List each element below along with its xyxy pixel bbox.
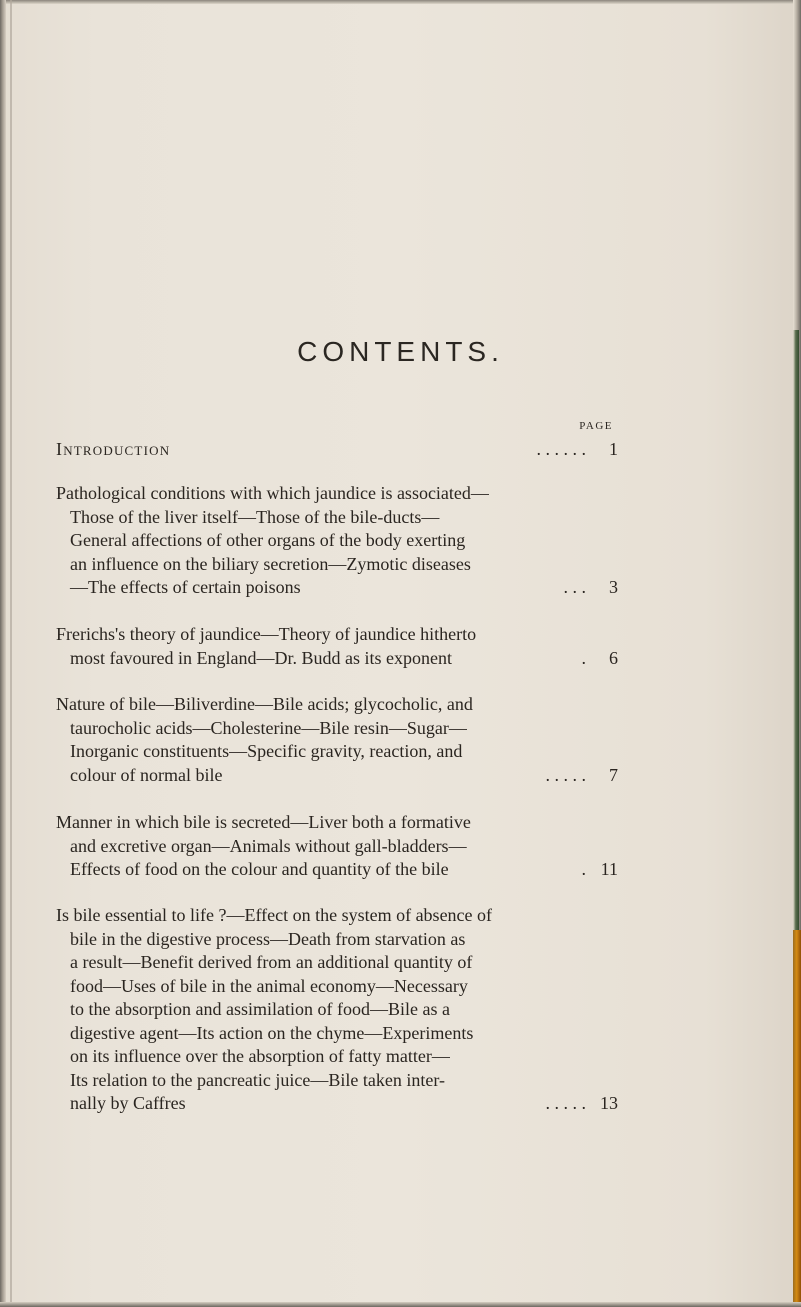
toc-entry-text: —The effects of certain poisons <box>70 577 301 597</box>
toc-page-number: 6 <box>609 647 618 668</box>
toc-entry-text: Introduction <box>56 439 171 459</box>
toc-page-number: 3 <box>609 577 618 597</box>
toc-entry-line: Manner in which bile is secreted—Liver both a formative <box>56 812 471 832</box>
toc-entry-line: on its influence over the absorption of fatty matter— <box>70 1046 450 1066</box>
toc-entry-frerichs-theory <box>56 623 618 670</box>
toc-leader-dots: . . . . . . <box>536 439 586 459</box>
toc-entry-manner-of-secretion <box>56 811 618 882</box>
toc-entry-line: Those of the liver itself—Those of the bile-ducts— <box>70 506 440 527</box>
page-top-edge <box>0 0 801 4</box>
toc-entry-line <box>56 1092 618 1116</box>
page-title: CONTENTS. <box>297 336 504 367</box>
toc-leader-dots: . . . . . <box>545 764 586 785</box>
toc-entry-bile-essential <box>56 904 618 1116</box>
toc-entry-introduction <box>56 438 618 462</box>
page-left-rule <box>10 0 12 1307</box>
book-spine-orange <box>793 930 801 1307</box>
toc-entry-line <box>56 647 618 671</box>
toc-entry-line: digestive agent—Its action on the chyme—Experiments <box>70 1022 474 1043</box>
toc-entry-text: colour of normal bile <box>70 764 223 785</box>
toc-entry-text: most favoured in England—Dr. Budd as its exponent <box>70 647 452 668</box>
toc-entry-line: a result—Benefit derived from an additional quantity of <box>70 952 473 972</box>
page-left-shadow <box>0 0 6 1307</box>
toc-entry-line: General affections of other organs of the body exerting <box>70 530 466 550</box>
toc-entry-line <box>56 438 618 462</box>
toc-entry-nature-of-bile <box>56 693 618 787</box>
toc-entry-text: Effects of food on the colour and quantity of the bile <box>70 859 449 879</box>
toc-entry-line: to the absorption and assimilation of food—Bile as a <box>70 999 450 1019</box>
toc-leader-dots: . . . . . <box>545 1093 586 1113</box>
toc-entry-line: and excretive organ—Animals without gall-bladders— <box>70 835 467 856</box>
toc-entry-line: taurocholic acids—Cholesterine—Bile resin—Sugar— <box>70 717 467 738</box>
page-column-header: PAGE <box>579 420 613 432</box>
toc-leader-dots: . . . <box>563 577 586 597</box>
toc-page-number: 11 <box>600 859 618 879</box>
toc-entry-line: Inorganic constituents—Specific gravity, reaction, and <box>70 741 463 761</box>
toc-leader-dots: . <box>581 647 586 668</box>
toc-entry-line: Frerichs's theory of jaundice—Theory of jaundice hitherto <box>56 624 477 644</box>
toc-entry-line: Its relation to the pancreatic juice—Bile taken inter- <box>70 1069 445 1090</box>
toc-page-number: 13 <box>600 1093 618 1113</box>
toc-leader-dots: . <box>581 859 586 879</box>
toc-entry-line <box>56 858 618 882</box>
toc-entry-line <box>56 576 618 600</box>
toc-entry-line: bile in the digestive process—Death from starvation as <box>70 928 466 949</box>
toc-entry-text: nally by Caffres <box>70 1093 186 1113</box>
toc-entry-line: Pathological conditions with which jaundice is associated— <box>56 483 489 503</box>
toc-page-number: 1 <box>609 439 618 459</box>
toc-entry-line: food—Uses of bile in the animal economy—Necessary <box>70 975 468 996</box>
toc-entry-line <box>56 764 618 788</box>
toc-entry-pathological-conditions <box>56 482 618 600</box>
toc-entry-line: an influence on the biliary secretion—Zymotic diseases <box>70 553 471 574</box>
page-bottom-edge <box>0 1302 801 1307</box>
toc-entry-line: Nature of bile—Biliverdine—Bile acids; glycocholic, and <box>56 694 473 714</box>
toc-page-number: 7 <box>609 764 618 785</box>
toc-entry-line: Is bile essential to life ?—Effect on the system of absence of <box>56 905 493 925</box>
